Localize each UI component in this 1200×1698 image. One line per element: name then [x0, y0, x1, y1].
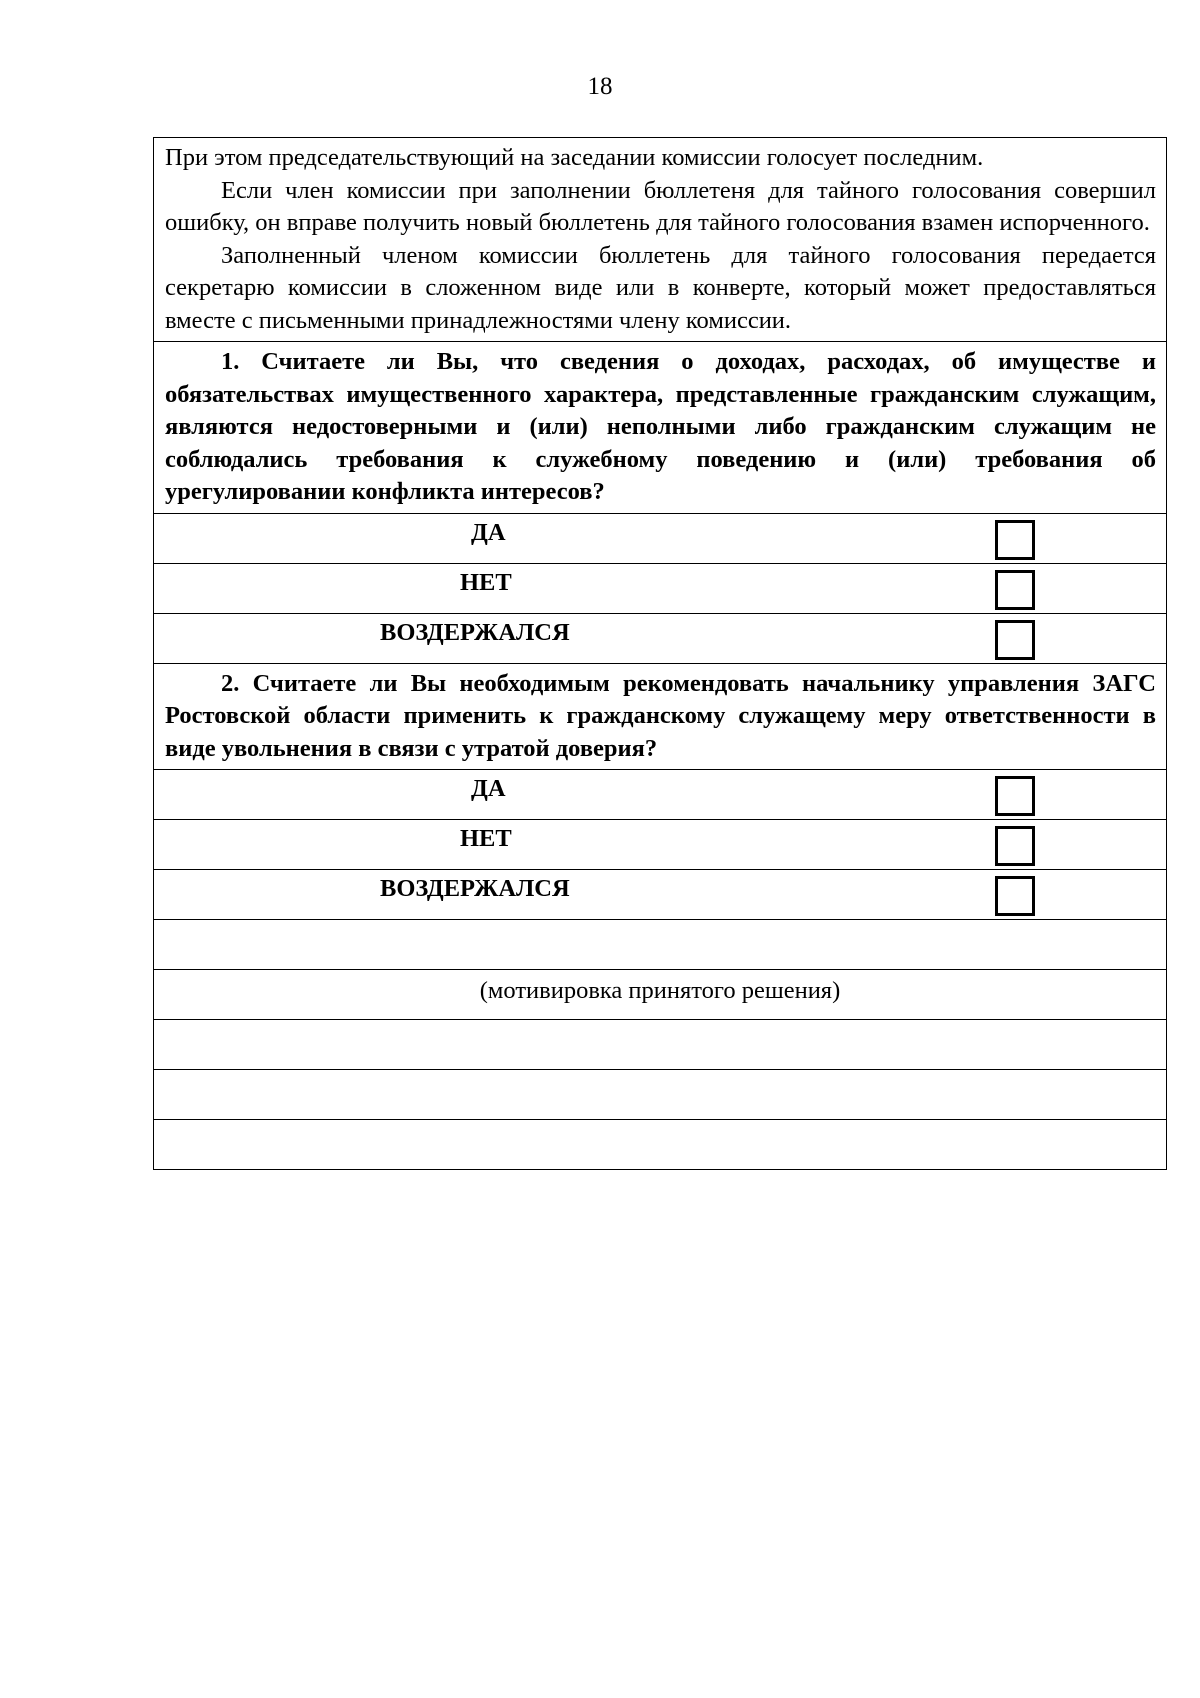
question-1 — [154, 341, 1166, 513]
q1-abstain-checkbox[interactable] — [995, 620, 1035, 660]
q2-option-abstain-row — [154, 869, 1166, 919]
page-number: 18 — [587, 73, 613, 100]
q1-option-abstain-label: ВОЗДЕРЖАЛСЯ — [380, 618, 570, 646]
intro-section — [154, 138, 1166, 341]
q1-option-abstain-row — [154, 613, 1166, 663]
intro-paragraph-3: Заполненный членом комиссии бюллетень для тайного голосования передается секретарю комиссии в сложенном виде или в конверте, который может предоставляться вместе с письменными принадлежностями члену комиссии. — [165, 241, 1156, 334]
question-1-text: 1. Считаете ли Вы, что сведения о доходах, расходах, об имуществе и обязательствах имущественного характера, представленные гражданским служащим, являются недостоверными и (или) неполными либо гражданским служащим не соблюдались требования к служебному поведению и (или) требования об урегулировании конфликта интересов? — [165, 348, 1156, 505]
question-2-text: 2. Считаете ли Вы необходимым рекомендовать начальнику управления ЗАГС Ростовской области применить к гражданскому служащему меру ответственности в виде увольнения в связи с утратой доверия? — [165, 669, 1156, 762]
q2-option-abstain-label: ВОЗДЕРЖАЛСЯ — [380, 875, 570, 902]
q2-option-no-row — [154, 819, 1166, 869]
reasoning-caption: (мотивировка принятого решения) — [479, 977, 841, 1004]
q1-option-yes-label: ДА — [471, 518, 506, 546]
q2-option-yes-label: ДА — [471, 775, 506, 802]
reasoning-caption-row — [154, 969, 1166, 1019]
reasoning-line-3[interactable] — [154, 1069, 1166, 1119]
q2-yes-checkbox[interactable] — [995, 776, 1035, 816]
reasoning-line-4[interactable] — [154, 1119, 1166, 1169]
intro-paragraph-2: Если член комиссии при заполнении бюллетеня для тайного голосования совершил ошибку, он вправе получить новый бюллетень для тайного голосования взамен испорченного. — [165, 176, 1156, 236]
q1-option-no-row — [154, 563, 1166, 613]
q1-option-no-label: НЕТ — [460, 568, 512, 596]
ballot-form — [153, 137, 1167, 1170]
q2-option-no-label: НЕТ — [460, 825, 512, 852]
q2-abstain-checkbox[interactable] — [995, 876, 1035, 916]
reasoning-line-1[interactable] — [154, 919, 1166, 969]
q1-no-checkbox[interactable] — [995, 570, 1035, 610]
intro-paragraph-1: При этом председательствующий на заседании комиссии голосует последним. — [165, 144, 984, 171]
q2-no-checkbox[interactable] — [995, 826, 1035, 866]
q1-yes-checkbox[interactable] — [995, 520, 1035, 560]
q1-option-yes-row — [154, 513, 1166, 563]
reasoning-line-2[interactable] — [154, 1019, 1166, 1069]
q2-option-yes-row — [154, 769, 1166, 819]
question-2 — [154, 663, 1166, 770]
